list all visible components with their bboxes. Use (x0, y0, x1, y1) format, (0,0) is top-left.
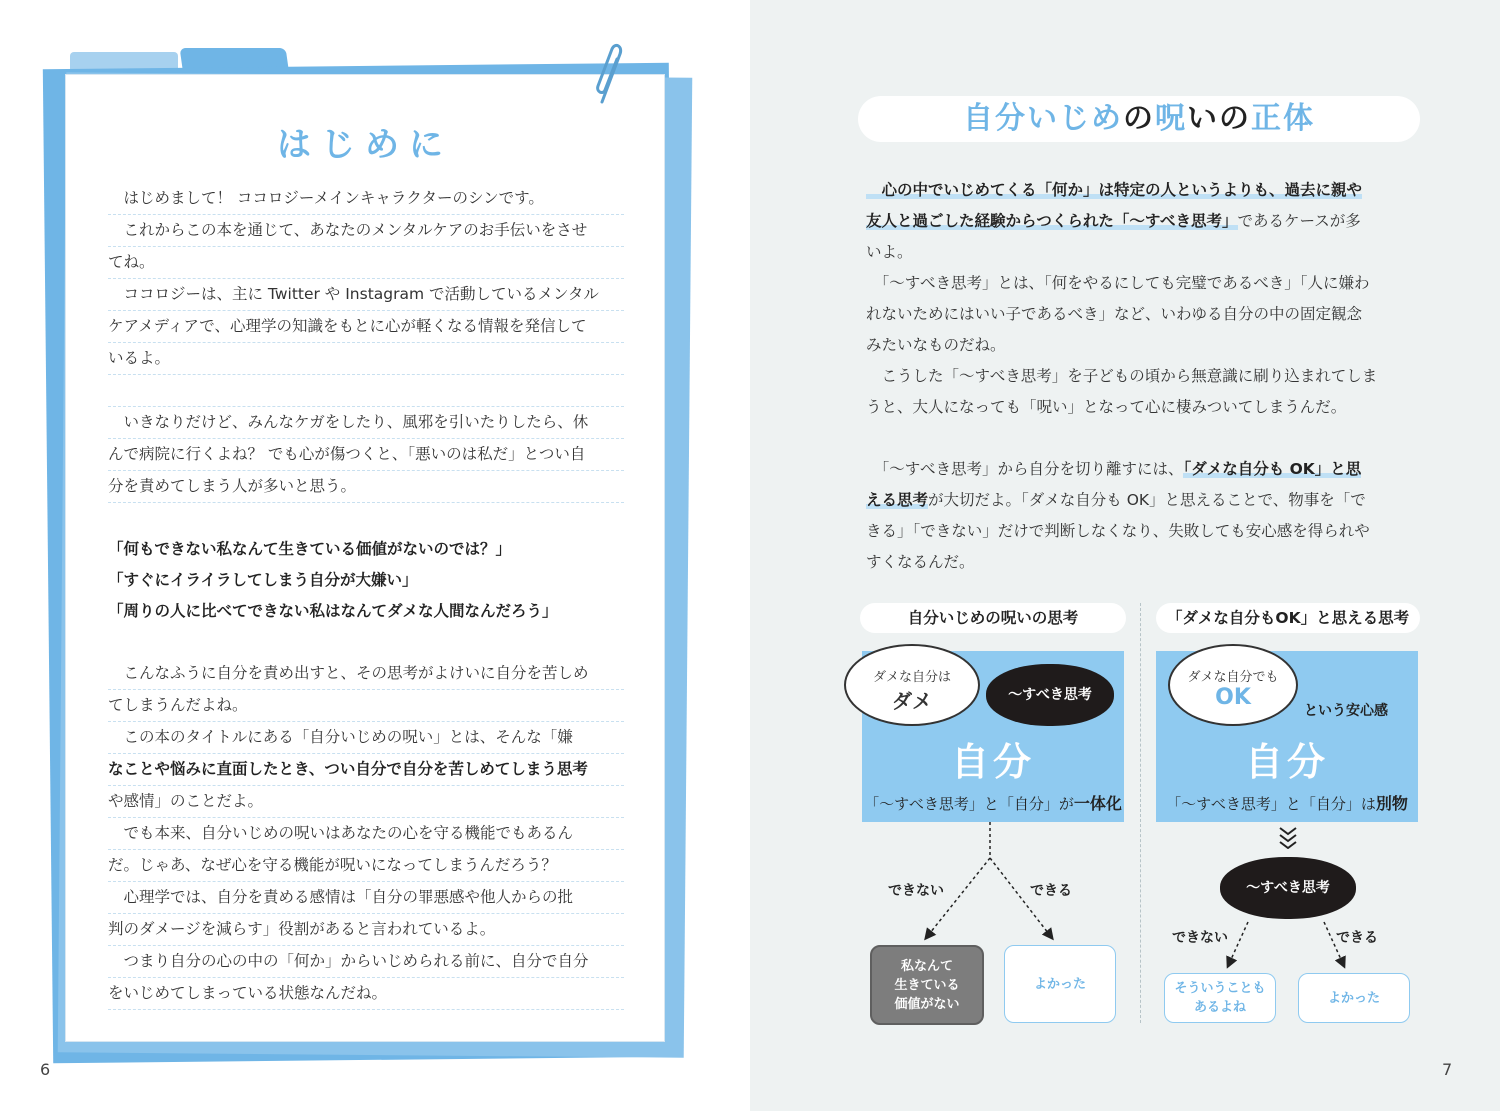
page-title: はじめに (277, 125, 453, 165)
text-line: 心の中でいじめてくる「何か」は特定の人というよりも、過去に親や (866, 181, 1363, 199)
can-label: できる (1336, 930, 1378, 946)
text-line: える思考が大切だよ。「ダメな自分も OK」と思えることで、物事を「で (866, 491, 1366, 509)
title-part: の (1219, 101, 1251, 136)
box-caption: 「〜すべき思考」と「自分」が一体化 (864, 794, 1122, 813)
text-line: 「〜すべき思考」から自分を切り離すには、「ダメな自分も OK」と思 (866, 460, 1362, 478)
text-line: いるよ。 (108, 343, 624, 375)
should-thinking-cloud: 〜すべき思考 (986, 664, 1114, 726)
text-line: てね。 (108, 247, 624, 279)
self-label: 自分 (1244, 740, 1329, 784)
text-line: はじめまして！ ココロジーメインキャラクターのシンです。 (108, 183, 624, 215)
text-line: みたいなものだね。 (866, 336, 1006, 354)
diagram-right-header: 「ダメな自分もOK」と思える思考 (1156, 603, 1420, 633)
result-cannot-box: 私なんて 生きている 価値がない (870, 945, 984, 1025)
page-number-left: 6 (40, 1060, 51, 1079)
text-line: 友人と過ごした経験からつくられた「〜すべき思考」であるケースが多 (866, 212, 1361, 230)
text-line: こんなふうに自分を責め出すと、その思考がよけいに自分を苦しめ (108, 658, 624, 690)
text-line: これからこの本を通じて、あなたのメンタルケアのお手伝いをさせ (108, 215, 624, 247)
self-label: 自分 (950, 740, 1035, 784)
title-part: の (1123, 101, 1155, 136)
speech-bubble: ダメな自分でも OK (1168, 644, 1298, 726)
speech-bubble: ダメな自分は ダメ (844, 644, 980, 726)
box-caption: 「〜すべき思考」と「自分」は別物 (1166, 794, 1408, 813)
text-line: だ。じゃあ、なぜ心を守る機能が呪いになってしまうんだろう？ (108, 850, 624, 882)
text-line: いよ。 (866, 243, 913, 261)
relief-label: という安心感 (1304, 703, 1388, 719)
text-line: きる」「できない」だけで判断しなくなり、失敗しても安心感を得られや (866, 522, 1370, 540)
text-line: いきなりだけど、みんなケガをしたり、風邪を引いたりしたら、休 (108, 407, 624, 439)
result-can-box: よかった (1298, 973, 1410, 1023)
should-thinking-cloud: 〜すべき思考 (1220, 857, 1356, 919)
text-line: こうした「〜すべき思考」を子どもの頃から無意識に刷り込まれてしま (866, 367, 1378, 385)
text-line: 心理学では、自分を責める感情は「自分の罪悪感や他人からの批 (108, 882, 624, 914)
cannot-label: できない (888, 883, 944, 899)
diagram-left-header: 自分いじめの呪いの思考 (860, 603, 1126, 633)
title-part: 自分いじめ (963, 101, 1123, 136)
text-line: 「すぐにイライラしてしまう自分が大嫌い」 (108, 571, 418, 589)
text-line: てしまうんだよね。 (108, 690, 624, 722)
result-can-box: よかった (1004, 945, 1116, 1023)
text-line: つまり自分の心の中の「何か」からいじめられる前に、自分で自分 (108, 946, 624, 978)
text-line: なことや悩みに直面したとき、つい自分で自分を苦しめてしまう思考 (108, 754, 624, 786)
text-line: ココロジーは、主に Twitter や Instagram で活動しているメンタル (108, 279, 624, 311)
text-line: すくなるんだ。 (866, 553, 975, 571)
text-line: をいじめてしまっている状態なんだね。 (108, 978, 624, 1010)
text-line: れないためにはいい子であるべき」など、いわゆる自分の中の固定観念 (866, 305, 1363, 323)
text-line: んで病院に行くよね？ でも心が傷つくと、「悪いのは私だ」とつい自 (108, 439, 624, 471)
text-line: 「周りの人に比べてできない私はなんてダメな人間なんだろう」 (108, 602, 558, 620)
title-part: い (1187, 101, 1219, 136)
text-line: 判のダメージを減らす」役割があると言われているよ。 (108, 914, 624, 946)
text-line: 「〜すべき思考」とは、「何をやるにしても完璧であるべき」「人に嫌わ (866, 274, 1370, 292)
title-part: 正体 (1251, 101, 1315, 136)
text-line: や感情」のことだよ。 (108, 786, 624, 818)
text-line: 分を責めてしまう人が多いと思う。 (108, 471, 624, 503)
title-part: 呪 (1155, 101, 1187, 136)
text-line: 「何もできない私なんて生きている価値がないのでは？」 (108, 540, 512, 558)
text-line: ケアメディアで、心理学の知識をもとに心が軽くなる情報を発信して (108, 311, 624, 343)
cannot-label: できない (1172, 930, 1228, 946)
text-line: でも本来、自分いじめの呪いはあなたの心を守る機能でもあるん (108, 818, 624, 850)
result-cannot-box: そういうことも あるよね (1164, 973, 1276, 1023)
text-line: うと、大人になっても「呪い」となって心に棲みついてしまうんだ。 (866, 398, 1347, 416)
page-number-right: 7 (1442, 1060, 1453, 1079)
text-line: この本のタイトルにある「自分いじめの呪い」とは、そんな「嫌 (108, 722, 624, 754)
can-label: できる (1030, 883, 1072, 899)
